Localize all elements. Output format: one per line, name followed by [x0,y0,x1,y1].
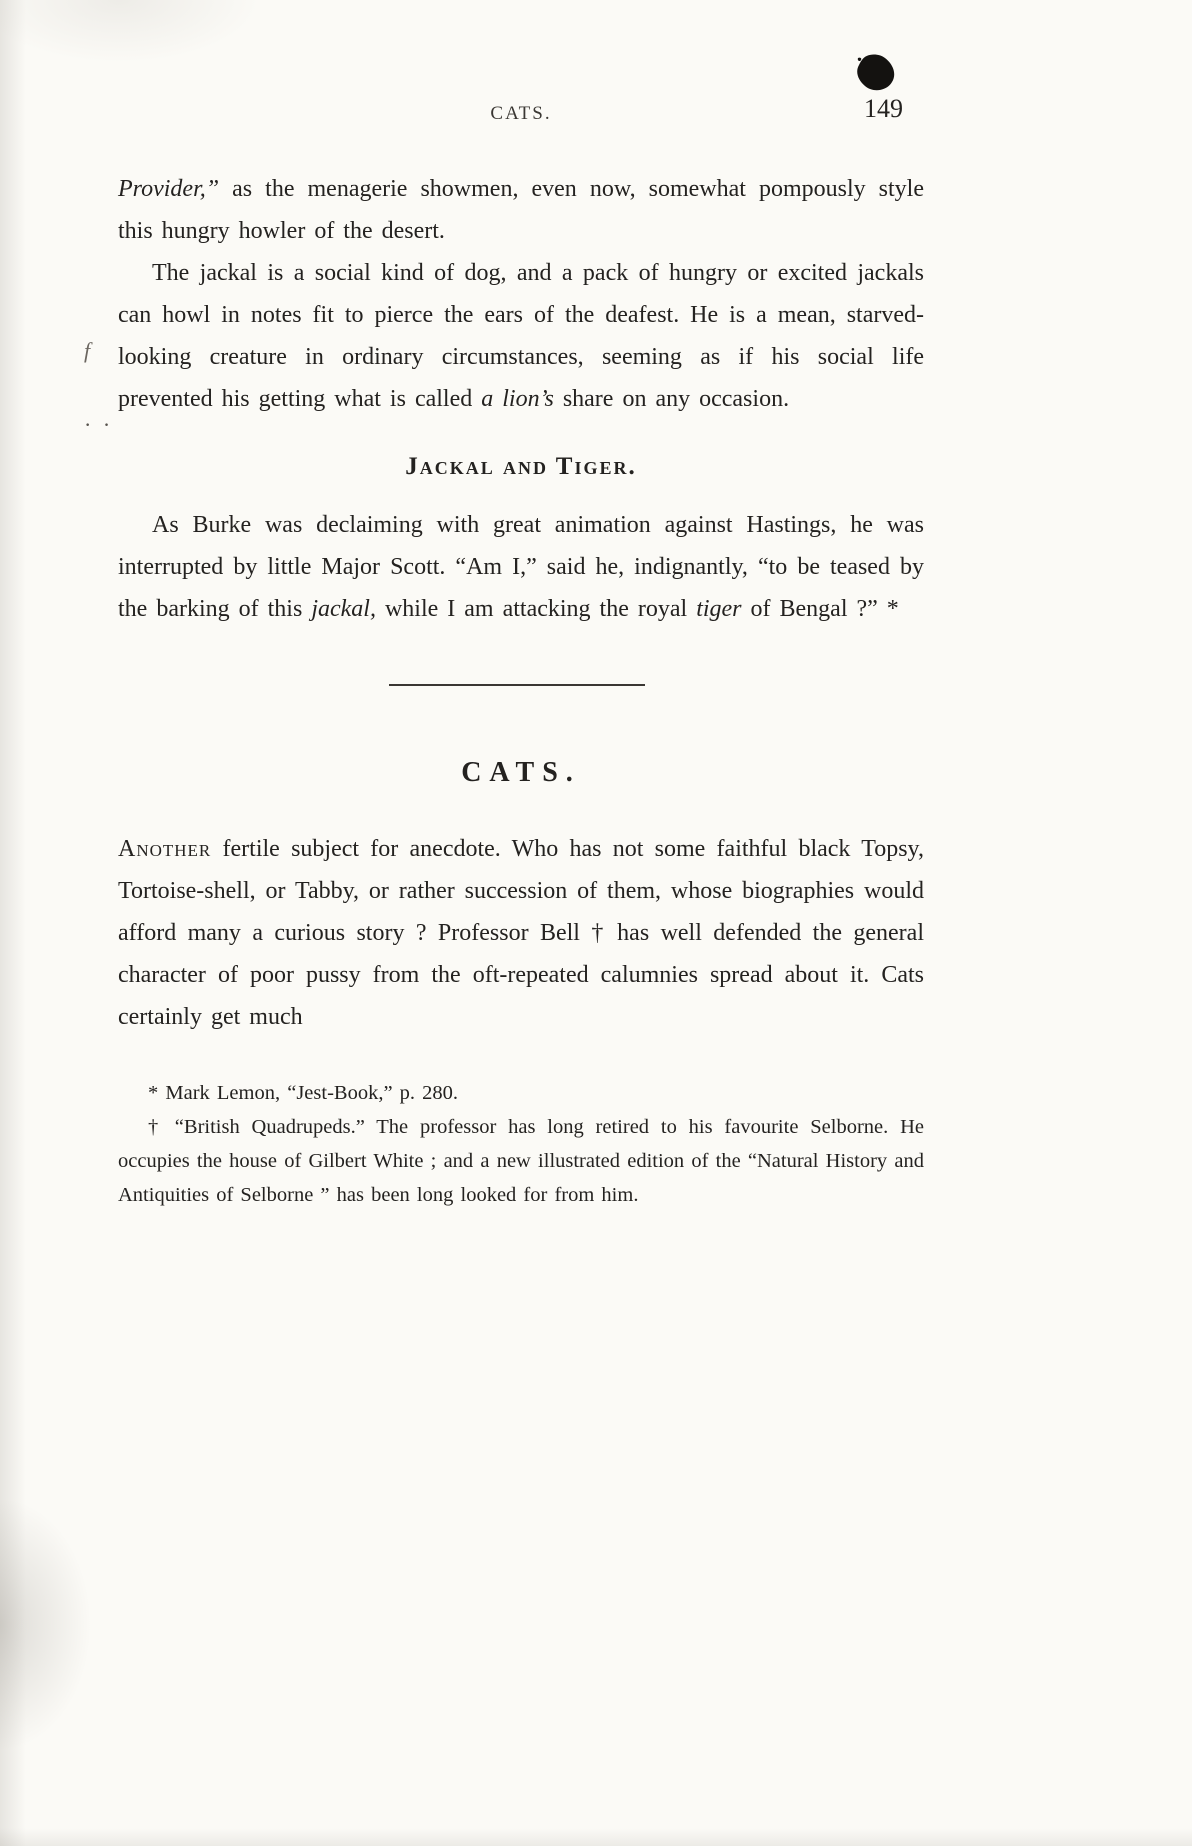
tiger-italic-text: tiger [696,596,742,622]
another-smallcaps-text: Another [118,836,212,862]
text-block [118,168,924,1212]
jackal-social-text-end: share on any occasion. [553,386,790,412]
lions-share-italic-text: a lion’s [481,386,554,412]
paragraph-jackal-social [118,252,924,420]
paragraph-burke-anecdote [118,504,924,630]
section-heading-jackal-and-tiger: Jackal and Tiger. [405,453,637,480]
burke-text: As Burke was declaiming with great animation against Hastings, he was interrupted by little Major Scott. “Am I,” said he, indignantly, “to be teased by the barking of this [118,512,924,622]
ink-blot-icon [852,52,900,96]
burke-text-mid: while I am attacking the royal [375,596,697,622]
provider-italic-text: Provider,” [118,176,220,202]
margin-mark-f: f [84,338,91,363]
paragraph-cats-intro [118,828,924,1038]
page-number: 149 [864,94,903,123]
margin-mark-dots: · · [84,412,114,437]
running-head: CATS. [490,103,552,124]
paragraph-provider [118,168,924,252]
section-divider [389,684,645,686]
jackal-italic-text: jackal, [311,596,376,622]
footnote-dagger: † “British Quadrupeds.” The professor has long retired to his favourite Selborne. He occupies the house of Gilbert White ; and a new illustrated edition of the “Natural History and Antiquities of Selborne ” has been long looked for from him. [118,1116,924,1206]
chapter-title-cats: CATS. [461,757,581,788]
cats-intro-text: fertile subject for anecdote. Who has not some faithful black Topsy, Tortoise-shell, or Tabby, or rather succession of them, whose biographies would afford many a curious story ? Professor Bell † has well defended the general character of poor pussy from the oft-repeated calumnies spread about it. Cats certainly get much [118,836,924,1030]
footnotes [118,1076,924,1212]
jackal-social-text: The jackal is a social kind of dog, and a pack of hungry or excited jackals can howl in notes fit to pierce the ears of the deafest. He is a mean, starved-looking creature in ordinary circumstances, seeming as if his social life prevented his getting what is called [118,260,924,412]
burke-text-end: of Bengal ?” * [741,596,899,622]
provider-text: as the menagerie showmen, even now, somewhat pompously style this hungry howler of the desert. [118,176,924,244]
footnote-asterisk: * Mark Lemon, “Jest-Book,” p. 280. [148,1082,459,1104]
